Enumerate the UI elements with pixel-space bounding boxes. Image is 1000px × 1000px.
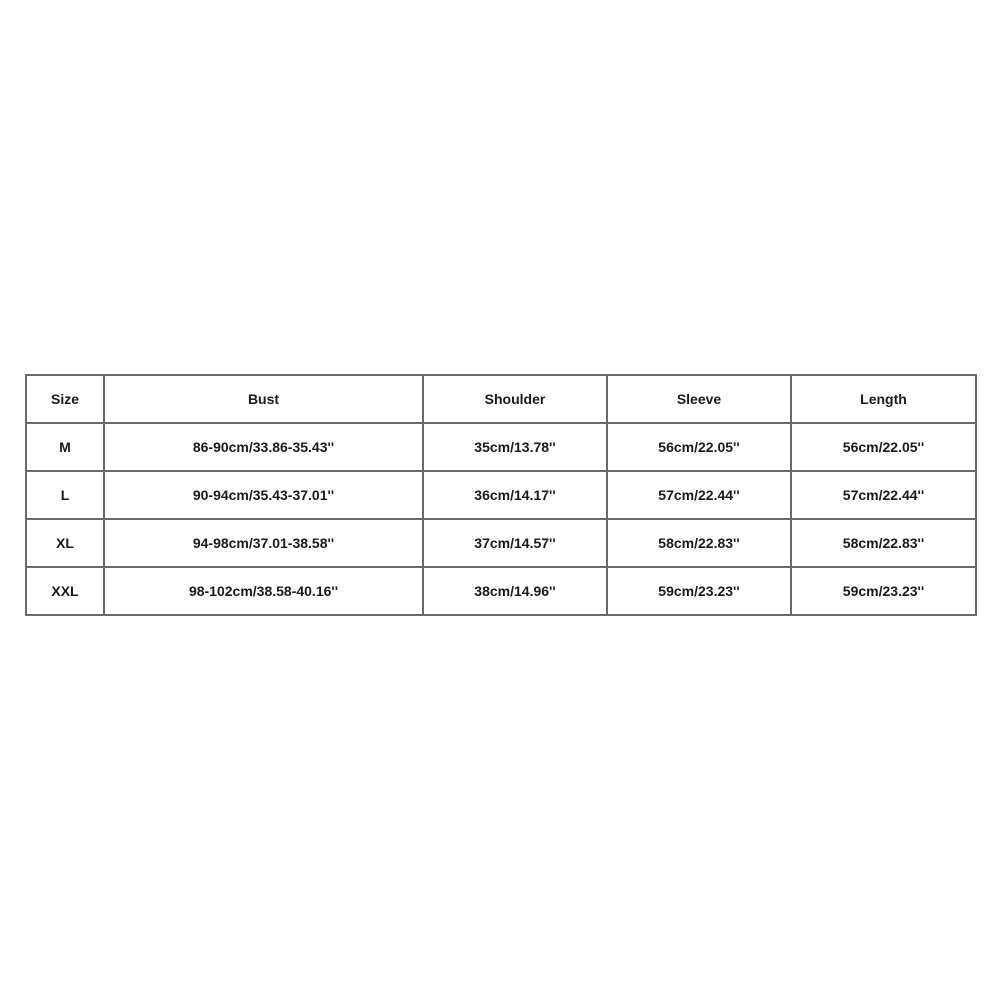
shoulder-cell: 37cm/14.57'' (423, 519, 607, 567)
shoulder-cell: 38cm/14.96'' (423, 567, 607, 615)
sleeve-cell: 59cm/23.23'' (607, 567, 791, 615)
shoulder-cell: 35cm/13.78'' (423, 423, 607, 471)
header-shoulder: Shoulder (423, 375, 607, 423)
table-row (26, 519, 976, 567)
size-cell: L (26, 471, 104, 519)
header-bust: Bust (104, 375, 423, 423)
bust-cell: 90-94cm/35.43-37.01'' (104, 471, 423, 519)
bust-cell: 86-90cm/33.86-35.43'' (104, 423, 423, 471)
size-cell: M (26, 423, 104, 471)
sleeve-cell: 58cm/22.83'' (607, 519, 791, 567)
header-size: Size (26, 375, 104, 423)
length-cell: 57cm/22.44'' (791, 471, 976, 519)
bust-cell: 94-98cm/37.01-38.58'' (104, 519, 423, 567)
header-row (26, 375, 976, 423)
size-cell: XL (26, 519, 104, 567)
table-row (26, 423, 976, 471)
length-cell: 56cm/22.05'' (791, 423, 976, 471)
header-sleeve: Sleeve (607, 375, 791, 423)
size-cell: XXL (26, 567, 104, 615)
sleeve-cell: 56cm/22.05'' (607, 423, 791, 471)
shoulder-cell: 36cm/14.17'' (423, 471, 607, 519)
sleeve-cell: 57cm/22.44'' (607, 471, 791, 519)
table-row (26, 471, 976, 519)
size-chart-table (25, 374, 977, 616)
table-header (26, 375, 976, 423)
header-length: Length (791, 375, 976, 423)
length-cell: 58cm/22.83'' (791, 519, 976, 567)
length-cell: 59cm/23.23'' (791, 567, 976, 615)
bust-cell: 98-102cm/38.58-40.16'' (104, 567, 423, 615)
table-body (26, 423, 976, 615)
table-row (26, 567, 976, 615)
